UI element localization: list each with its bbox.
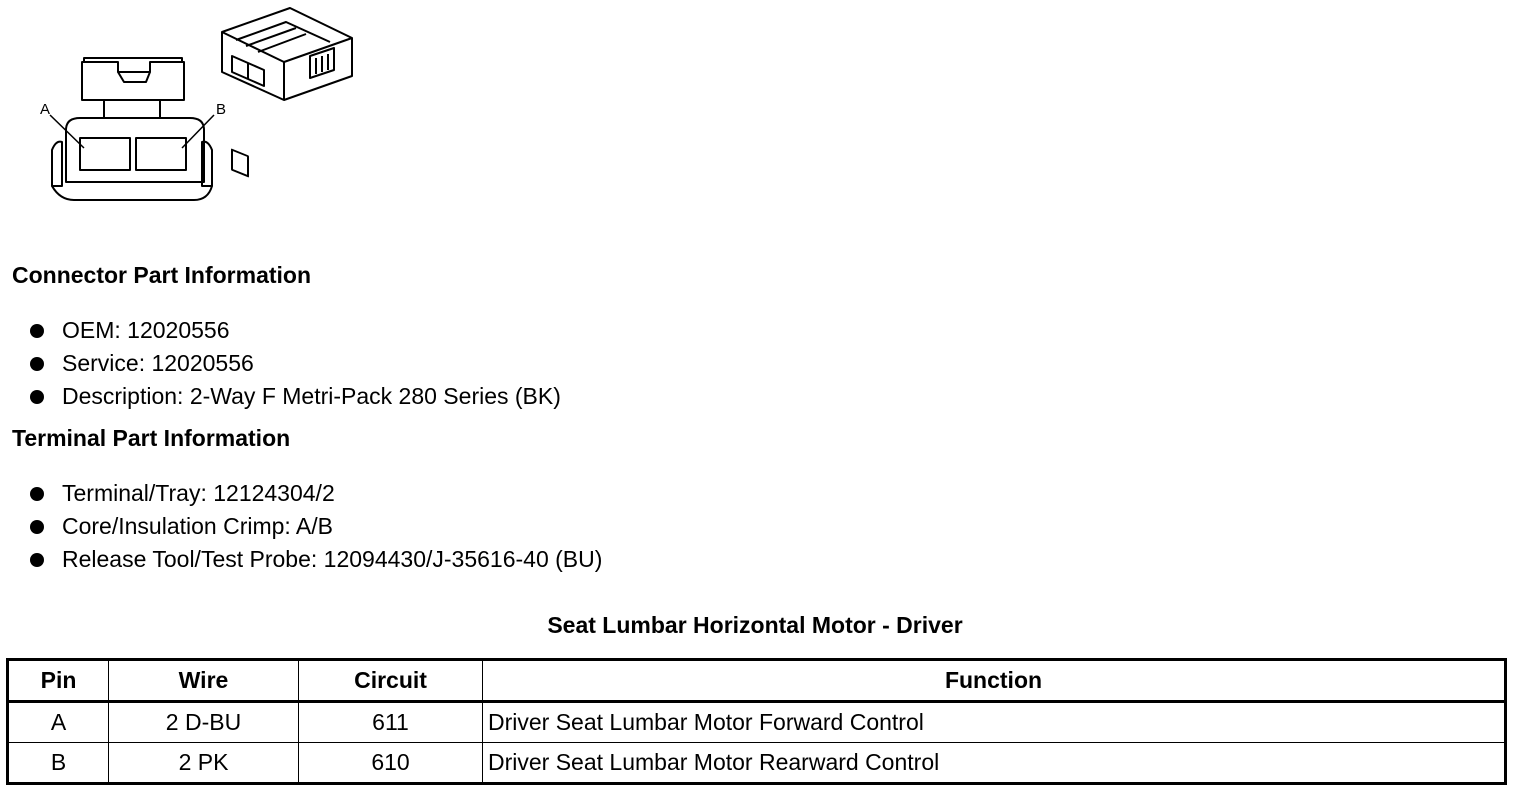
list-item: Release Tool/Test Probe: 12094430/J-35616-40 (BU) [30, 543, 602, 576]
terminal-info-heading: Terminal Part Information [12, 425, 291, 451]
table-title: Seat Lumbar Horizontal Motor - Driver [547, 612, 963, 638]
cell-function: Driver Seat Lumbar Motor Forward Control [483, 702, 1506, 743]
table-row [8, 743, 1506, 784]
list-item: Service: 12020556 [30, 347, 561, 380]
terminal-info-list [30, 477, 602, 576]
header-function: Function [483, 660, 1506, 702]
cell-circuit: 611 [299, 702, 483, 743]
list-item: Terminal/Tray: 12124304/2 [30, 477, 602, 510]
pin-a-label: A [40, 101, 51, 118]
table-header-row [8, 660, 1506, 702]
list-item: Core/Insulation Crimp: A/B [30, 510, 602, 543]
table-row [8, 702, 1506, 743]
header-pin: Pin [8, 660, 109, 702]
header-circuit: Circuit [299, 660, 483, 702]
connector-illustration [0, 0, 380, 215]
list-item: Description: 2-Way F Metri-Pack 280 Series (BK) [30, 380, 561, 413]
connector-info-heading: Connector Part Information [12, 262, 312, 288]
cell-wire: 2 PK [109, 743, 299, 784]
cell-pin: B [8, 743, 109, 784]
cell-wire: 2 D-BU [109, 702, 299, 743]
cell-circuit: 610 [299, 743, 483, 784]
connector-iso-drawing [222, 8, 352, 176]
connector-info-list [30, 314, 561, 413]
cell-function: Driver Seat Lumbar Motor Rearward Control [483, 743, 1506, 784]
pin-b-label: B [216, 101, 227, 118]
header-wire: Wire [109, 660, 299, 702]
list-item: OEM: 12020556 [30, 314, 561, 347]
connector-face-drawing [0, 0, 380, 215]
cell-pin: A [8, 702, 109, 743]
pinout-table [6, 658, 1507, 785]
